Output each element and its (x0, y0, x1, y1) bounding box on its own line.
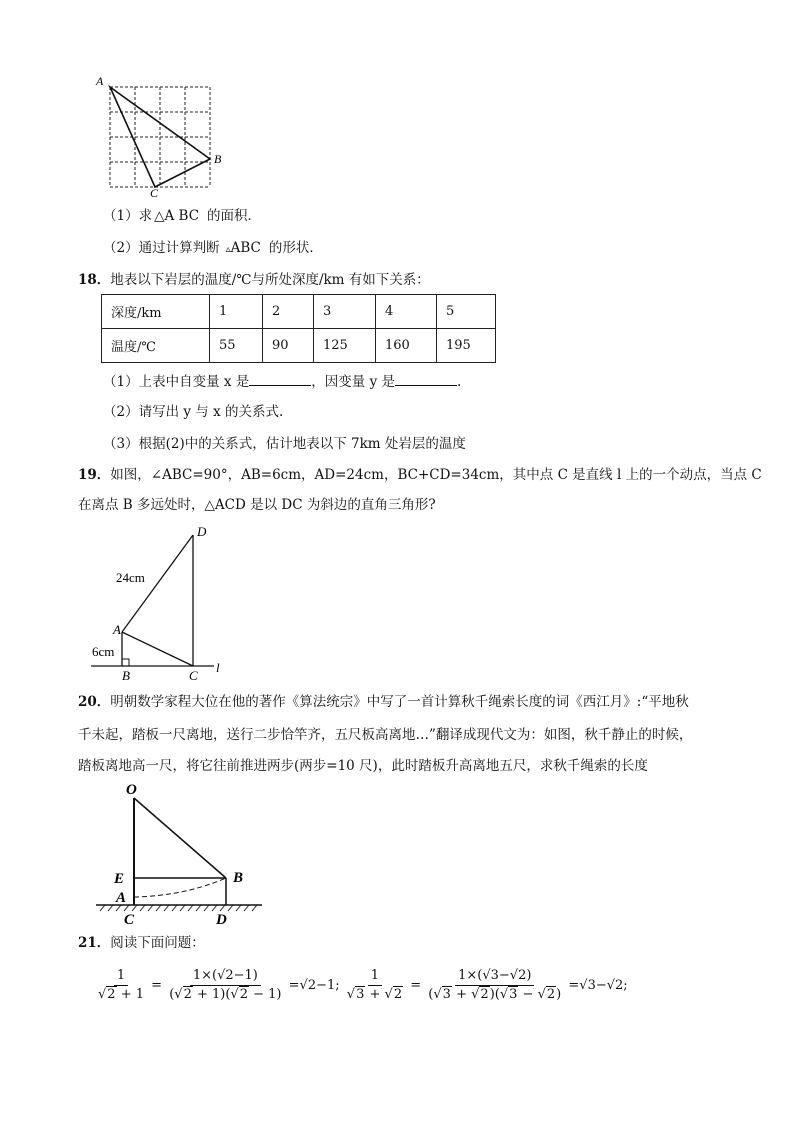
table-cell: 125 (314, 329, 376, 363)
swing-figure (92, 778, 272, 928)
q17-part1: （1）求 △A BC 的面积． (103, 208, 262, 224)
label-o: O (126, 782, 137, 798)
q18-part3: （3）根据(2)中的关系式，估计地表以下 7km 处岩层的温度 (103, 436, 466, 452)
answer-blank (395, 371, 457, 386)
q21-stem: 21．阅读下面问题： (78, 935, 205, 951)
length-ab: 6cm (92, 644, 115, 659)
label-c: C (150, 186, 159, 197)
table-cell: 2 (263, 295, 314, 329)
depth-temperature-table (101, 294, 496, 363)
table-cell: 160 (376, 329, 437, 363)
label-c: C (189, 668, 198, 680)
q20-stem-line3: 踏板离地高一尺，将它往前推进两步(两步=10 尺)，此时踏板升高离地五尺，求秋千绳索的长度 (78, 758, 648, 774)
label-a: A (113, 622, 121, 637)
table-cell: 90 (263, 329, 314, 363)
q21-example-equations: $\frac{1}{√2 + 1}$ = $\frac{1\times(√2-1)}{(√2 + 1)(√2 - 1)}$ =√2−1; $\frac{1}{√3 + √2}$ = $\frac{1\times(√3-√2)}{(√3 + √2)(√3 - √2)}$ =√3−√2; (95, 968, 628, 1003)
grid-triangle-figure (90, 72, 225, 197)
fraction: $\frac{1}{√3 + √2}$ (346, 968, 403, 1002)
table-cell: 温度/℃ (102, 329, 210, 363)
fraction: $\frac{1\times(√3-√2)}{(√3 + √2)(√3 - √2)}$ (428, 968, 562, 1002)
table-cell: 3 (314, 295, 376, 329)
q18-stem: 18．地表以下岩层的温度/℃与所处深度/km 有如下关系： (78, 272, 430, 288)
table-cell: 5 (437, 295, 496, 329)
q19-stem-line2: 在离点 B 多远处时，△ACD 是以 DC 为斜边的直角三角形? (78, 497, 436, 513)
length-ad: 24cm (116, 570, 145, 585)
table-cell: 55 (210, 329, 263, 363)
table-cell: 深度/km (102, 295, 210, 329)
q18-part1: （1）上表中自变量 x 是 ，因变量 y 是 . (103, 371, 461, 391)
q17-part2: （2）通过计算判断 ▵ABC 的形状． (103, 240, 323, 256)
table-cell: 1 (210, 295, 263, 329)
q19-stem-line1: 19．如图，∠ABC=90°，AB=6cm，AD=24cm，BC+CD=34cm，其中点 C 是直线 l 上的一个动点，当点 C (78, 467, 762, 483)
label-a: A (96, 74, 104, 88)
label-c: C (124, 912, 135, 928)
table-row (102, 295, 496, 329)
q20-stem-line2: 千未起，踏板一尺离地，送行二步恰竿齐，五尺板高离地…”翻译成现代文为：如图，秋千静止的时候， (78, 727, 693, 743)
grid-lines (110, 87, 210, 187)
label-l: l (216, 660, 220, 675)
q18-part2: （2）请写出 y 与 x 的关系式. (103, 404, 284, 420)
label-d: D (216, 912, 227, 928)
label-b: B (214, 152, 222, 166)
fraction: $\frac{1}{√2 + 1}$ (98, 968, 145, 1002)
label-b: B (122, 668, 130, 680)
right-triangle-figure (86, 520, 236, 680)
q20-stem-line1: 20．明朝数学家程大位在他的著作《算法统宗》中写了一首计算秋千绳索长度的词《西江月》:“平地秋 (78, 694, 689, 710)
answer-blank (249, 371, 311, 386)
label-e: E (114, 871, 125, 887)
fraction: $\frac{1\times(√2-1)}{(√2 + 1)(√2 - 1)}$ (169, 968, 282, 1002)
table-row (102, 329, 496, 363)
label-b: B (233, 870, 244, 886)
label-d: D (197, 524, 207, 539)
table-cell: 4 (376, 295, 437, 329)
label-a: A (116, 890, 127, 906)
table-cell: 195 (437, 329, 496, 363)
